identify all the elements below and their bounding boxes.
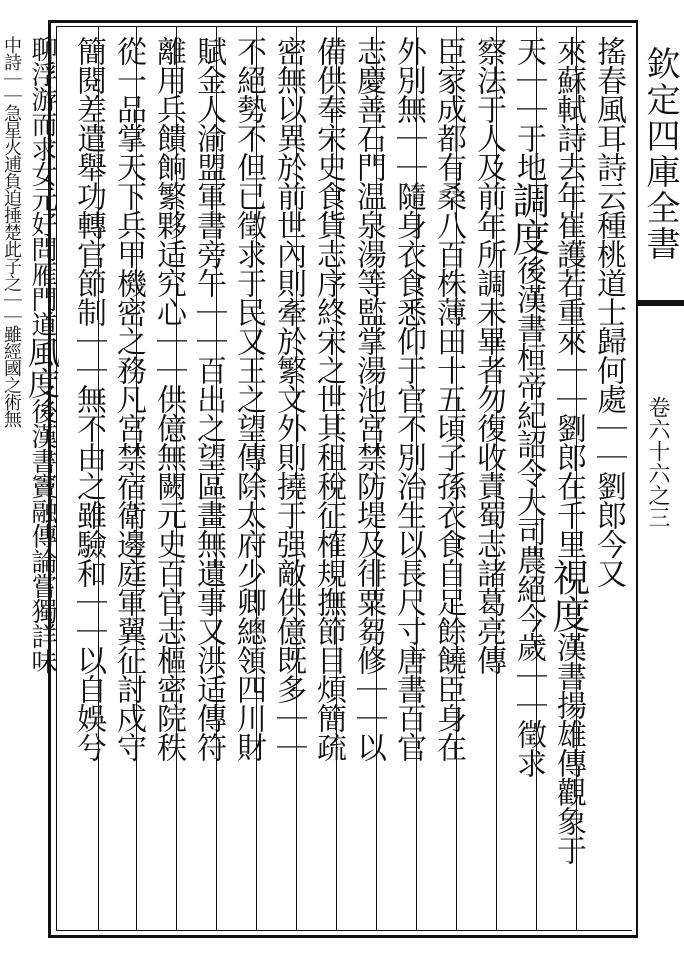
volume-label: 卷六十六之三 — [645, 396, 670, 528]
text-segment: 簡閱差遣舉功轉官節制｜｜無不由之雖驗和｜｜以自娛兮 — [71, 36, 106, 761]
text-segment: 後漢書桓帝紀詔令大司農絕今歲｜｜徵求 — [511, 255, 546, 777]
text-column-16 — [0, 36, 22, 916]
text-segment: 天｜｜于地 — [511, 36, 546, 181]
text-segment: 密無以異於前世內則牽於繁文外則撓于强敵供億既多｜｜ — [271, 36, 306, 761]
text-segment: 察法于人 — [471, 36, 506, 152]
text-segment: 來蘇軾詩去年崔護若重來｜｜劉郎在千里 — [551, 36, 586, 558]
headword: 視度 — [546, 558, 590, 632]
headword: 風度 — [23, 336, 61, 398]
text-segment: 及前年所調未畢者勿復收責蜀志諸葛亮傳 — [471, 152, 506, 674]
text-segment: 賦金人渝盟軍書旁午｜｜百出之望區畫無遺事又洪适傳符 — [191, 36, 226, 761]
text-segment: 搖春風耳詩云種桃道士歸何處｜｜劉郎今又 — [591, 36, 626, 587]
text-segment: 不絕勢不但已徵求于民又王之望傳除太府少卿總領四川財 — [231, 36, 266, 761]
text-segment: 此子之｜｜雖經國之術無 — [1, 240, 22, 427]
text-segment: 從一品掌天下兵甲機密之務凡宮禁宿衛邊庭軍翼征討戍守 — [111, 36, 146, 761]
text-segment: 臣家成都有桑八百株薄田十五頃子孫衣食自足餘饒臣身在 — [431, 36, 466, 761]
text-column-14 — [62, 36, 114, 916]
text-segment: 中詩｜｜急星火逋負迫捶楚 — [1, 36, 22, 240]
text-segment: 聊浮游而求女元好問雁門道 — [27, 36, 57, 336]
fishtail-mark — [636, 300, 684, 306]
text-column-15 — [22, 36, 62, 916]
text-segment: 漢書揚雄傳觀象于 — [551, 632, 586, 864]
headword: 調度 — [506, 181, 550, 255]
text-segment: 後漢書竇融傳論嘗獨詳味 — [27, 398, 57, 673]
text-segment: 離用兵饋餉繁夥适究心｜｜供億無闕元史百官志樞密院秩 — [151, 36, 186, 761]
text-segment: 外別無｜｜隨身衣食悉仰于官不別治生以長尺寸唐書百官 — [391, 36, 426, 761]
text-segment: 備供奉宋史食貨志序終宋之世其租稅征榷規撫節目煩簡疏 — [311, 36, 346, 761]
text-segment: 志慶善石門温泉湯等監掌湯池宮禁防堤及徘粟芻修｜｜以 — [351, 36, 386, 761]
book-title: 欽定四庫全書 — [640, 46, 680, 262]
